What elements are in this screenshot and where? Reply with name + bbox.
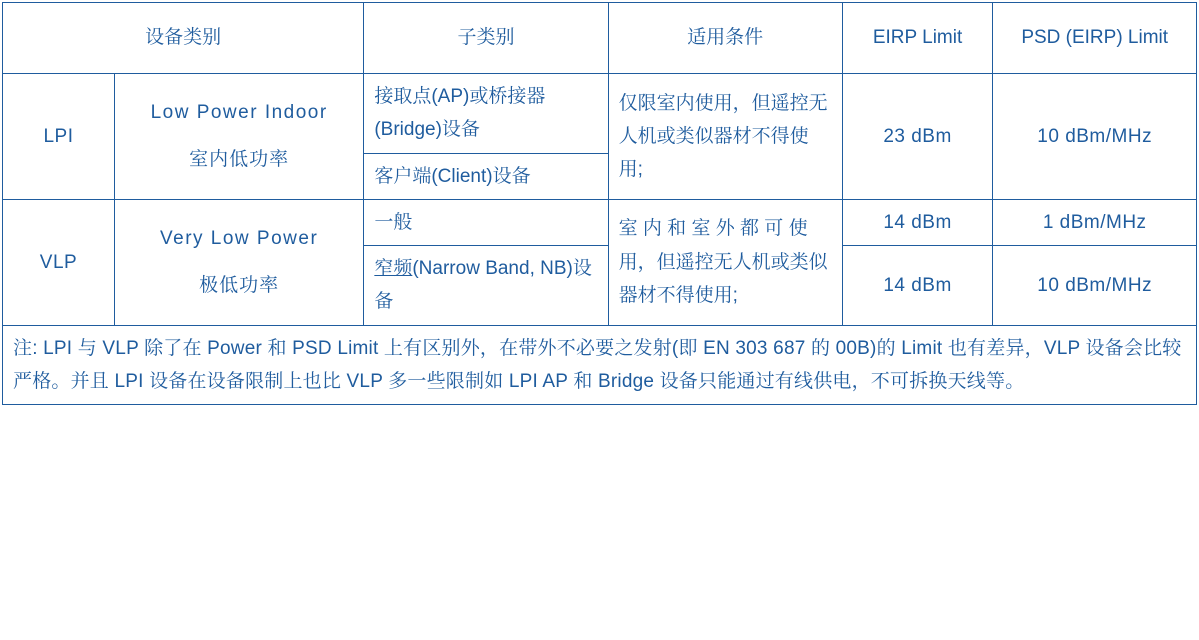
document-page [0,2,1199,640]
category-name-vlp [114,199,363,325]
column-header-eirp-limit: EIRP Limit [842,3,993,74]
category-name-en: Very Low Power [160,227,319,249]
table-footnote: 注: LPI 与 VLP 除了在 Power 和 PSD Limit 上有区别外，在带外不必要之发射(即 EN 303 687 的 00B)的 Limit 也有差异，VLP 设备会比较严格。并且 LPI 设备在设备限制上也比 VLP 多一些限制如 LPI AP 和 Bridge 设备只能通过有线供电，不可拆换天线等。 [3,325,1197,405]
column-header-conditions: 适用条件 [608,3,842,74]
eirp-limit-vlp-general: 14 dBm [842,199,993,245]
table-note-row [3,325,1197,405]
category-code-lpi: LPI [3,74,115,200]
subcategory-vlp-narrowband: 窄频(Narrow Band, NB)设备 [364,246,608,326]
eirp-limit-vlp-nb: 14 dBm [842,246,993,326]
psd-limit-vlp-general: 1 dBm/MHz [993,199,1197,245]
condition-lpi: 仅限室内使用，但遥控无人机或类似器材不得使用; [608,74,842,200]
category-name-en: Low Power Indoor [150,102,328,124]
table-row [3,199,1197,245]
subcategory-lpi-client: 客户端(Client)设备 [364,153,608,199]
column-header-subcategory: 子类别 [364,3,608,74]
column-header-device-category: 设备类别 [3,3,364,74]
psd-limit-lpi: 10 dBm/MHz [993,74,1197,200]
psd-limit-vlp-nb: 10 dBm/MHz [993,246,1197,326]
column-header-psd-limit: PSD (EIRP) Limit [993,3,1197,74]
subcategory-lpi-ap-bridge: 接取点(AP)或桥接器(Bridge)设备 [364,74,608,154]
condition-vlp: 室 内 和 室 外 都 可 使用，但遥控无人机或类似器材不得使用; [608,199,842,325]
rf-power-limits-table [2,2,1197,405]
subcategory-vlp-general: 一般 [364,199,608,245]
category-name-zh: 室内低功率 [189,149,290,171]
eirp-limit-lpi: 23 dBm [842,74,993,200]
category-code-vlp: VLP [3,199,115,325]
category-name-zh: 极低功率 [199,275,280,297]
table-row [3,74,1197,154]
table-header-row [3,3,1197,74]
category-name-lpi [114,74,363,200]
